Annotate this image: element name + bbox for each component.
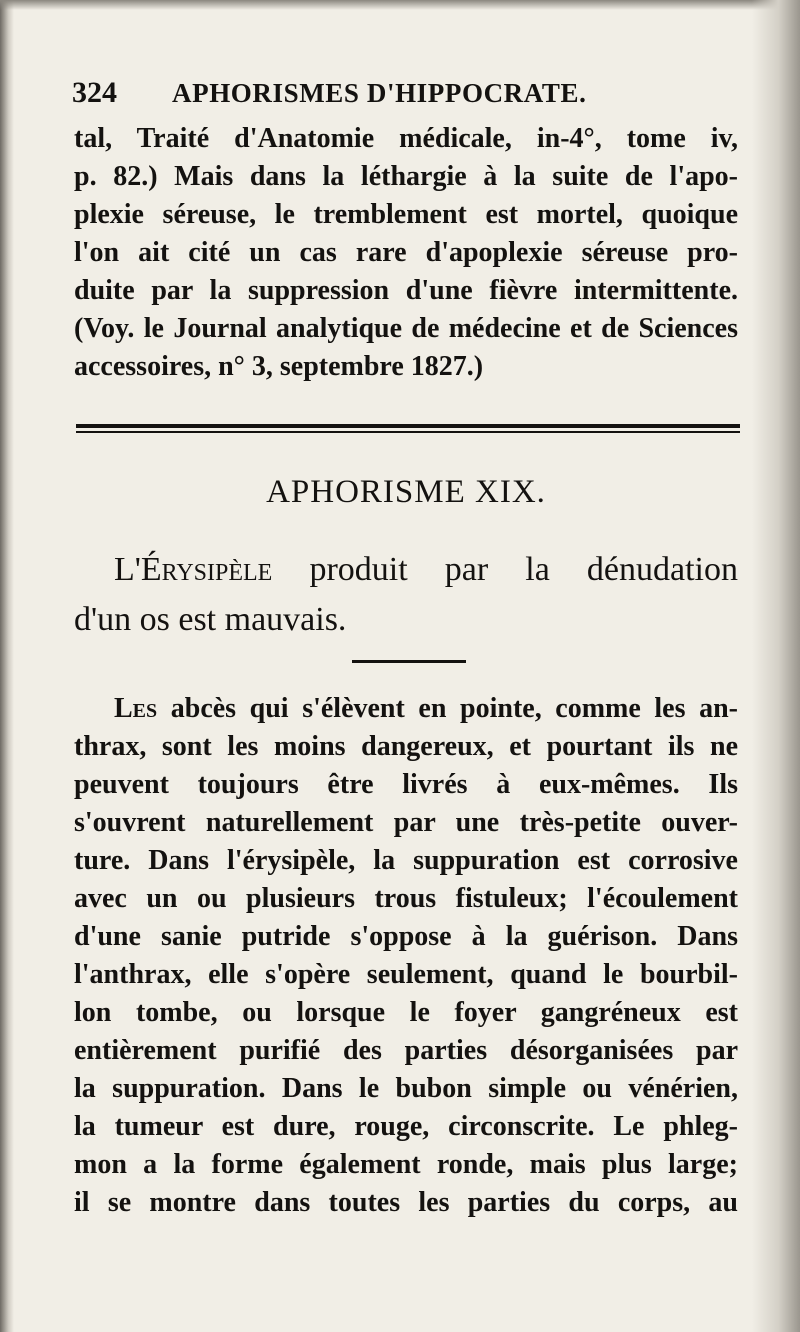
commentary-line: la suppuration. Dans le bubon simple ou vénérien, — [74, 1073, 738, 1104]
commentary-line: mon a la forme également ronde, mais plus large; — [74, 1149, 738, 1180]
note-line: duite par la suppression d'une fièvre intermittente. — [74, 275, 738, 306]
commentary-line: l'anthrax, elle s'opère seulement, quand le bourbil- — [74, 959, 738, 990]
note-line: tal, Traité d'Anatomie médicale, in-4°, tome iv, — [74, 123, 738, 154]
commentary-line: il se montre dans toutes les parties du corps, au — [74, 1187, 738, 1218]
commentary-text — [74, 690, 738, 1222]
section-divider-double-rule — [76, 424, 740, 433]
commentary-line: s'ouvrent naturellement par une très-petite ouver- — [74, 807, 738, 838]
aphorism-text — [74, 545, 738, 645]
short-divider-rule — [352, 660, 466, 663]
commentary-lead-word: Les — [114, 693, 158, 724]
page-left-edge-shadow — [0, 0, 14, 1332]
commentary-line: la tumeur est dure, rouge, circonscrite. Le phleg- — [74, 1111, 738, 1142]
note-line: accessoires, n° 3, septembre 1827.) — [74, 351, 484, 382]
aphorism-title: APHORISME XIX. — [266, 474, 546, 510]
page-number: 324 — [72, 76, 117, 109]
page-right-edge-shadow — [752, 0, 800, 1332]
page-header — [72, 72, 740, 114]
note-line: plexie séreuse, le tremblement est mortel, quoique — [74, 199, 738, 230]
commentary-line: d'une sanie putride s'oppose à la guérison. Dans — [74, 921, 738, 952]
commentary-line: lon tombe, ou lorsque le foyer gangréneux est — [74, 997, 738, 1028]
aphorism-line: d'un os est mauvais. — [74, 601, 347, 638]
commentary-line: entièrement purifié des parties désorganisées par — [74, 1035, 738, 1066]
note-line: l'on ait cité un cas rare d'apoplexie séreuse pro- — [74, 237, 738, 268]
page-top-edge-shadow — [0, 0, 800, 10]
aphorism-line-rest: produit par la dénudation — [272, 551, 738, 588]
commentary-line — [74, 690, 738, 728]
commentary-line-rest: abcès qui s'élèvent en pointe, comme les an- — [157, 693, 738, 724]
commentary-line: avec un ou plusieurs trous fistuleux; l'écoulement — [74, 883, 738, 914]
running-head: APHORISMES D'HIPPOCRATE. — [172, 78, 587, 108]
footnote-continuation — [74, 120, 738, 386]
note-line: p. 82.) Mais dans la léthargie à la suite de l'apo- — [74, 161, 738, 192]
note-line: (Voy. le Journal analytique de médecine et de Sciences — [74, 313, 738, 344]
aphorism-lead-word: L'Érysipèle — [114, 551, 273, 588]
commentary-line: ture. Dans l'érysipèle, la suppuration est corrosive — [74, 845, 738, 876]
commentary-line: peuvent toujours être livrés à eux-mêmes. Ils — [74, 769, 738, 800]
aphorism-line — [74, 545, 738, 595]
commentary-line: thrax, sont les moins dangereux, et pourtant ils ne — [74, 731, 738, 762]
